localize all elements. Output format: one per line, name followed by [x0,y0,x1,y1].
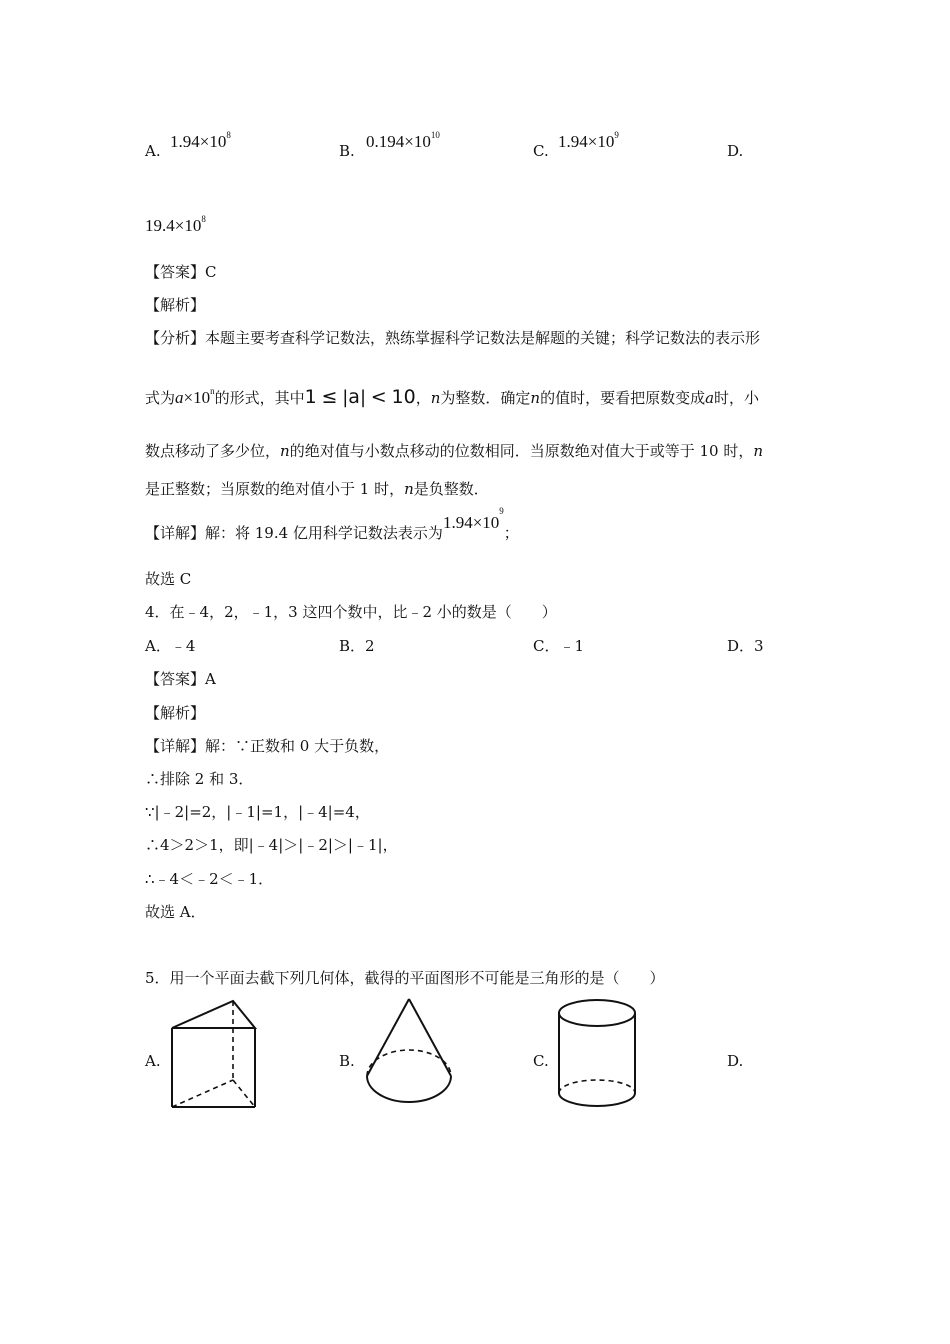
q4-detail: 【详解】解：∵正数和 0 大于负数， [145,737,390,755]
triangular-prism-figure [165,995,265,1113]
q4-answer: 【答案】A [145,670,216,688]
q3-analysis-p4: 是正整数；当原数的绝对值小于 1 时，n是负整数． [145,480,489,498]
q3-option-d-value: $19.4\times 10^8$ [145,214,206,235]
cone-figure [360,995,460,1107]
q4-option-b: B．2 [339,637,375,655]
q3-answer: 【答案】C [145,263,217,281]
q4-option-d: D．3 [727,637,764,655]
q5-option-b-label: B. [339,1052,355,1070]
q5-option-c-label: C. [533,1052,549,1070]
q3-option-b-value: $0.194\times 10^{10}$ [366,130,440,151]
q3-analysis-p3: 数点移动了多少位，n的绝对值与小数点移动的位数相同．当原数绝对值大于或等于 10 时，n [145,442,763,460]
q3-option-a-value: $1.94\times 10^8$ [170,130,231,151]
q3-analysis-p1: 【分析】本题主要考查科学记数法，熟练掌握科学记数法是解题的关键；科学记数法的表示形 [145,329,761,347]
q5-option-a-label: A. [145,1052,161,1070]
q5-option-d-label: D. [727,1052,744,1070]
q3-option-b-label: B. [339,142,355,160]
q3-option-a-label: A. [145,142,161,160]
cylinder-figure [555,995,640,1111]
q3-analysis-heading: 【解析】 [145,296,206,314]
q3-option-c-value: $1.94\times 10^9$ [558,130,619,151]
q4-stem: 4．在﹣4，2，﹣1，3 这四个数中，比﹣2 小的数是（ ） [145,603,557,621]
q4-option-a: A．﹣4 [145,637,196,655]
q3-analysis-p2: 式为$a\times 10^n$的形式，其中1 ≤ |a| < 10，n为整数．确定n的值时，要看把原数变成a时，小 [145,386,760,408]
q4-step-3: ∴4＞2＞1，即|﹣4|＞|﹣2|＞|﹣1|， [145,836,398,854]
q4-step-4: ∴﹣4＜﹣2＜﹣1． [145,870,274,888]
q4-option-c: C．﹣1 [533,637,585,655]
q5-stem: 5．用一个平面去截下列几何体，截得的平面图形不可能是三角形的是（ ） [145,969,665,987]
q3-option-c-label: C. [533,142,549,160]
q4-choose: 故选 A． [145,903,206,921]
q4-step-1: ∴排除 2 和 3． [145,770,254,788]
q3-option-d-label: D. [727,142,744,160]
q4-analysis-heading: 【解析】 [145,704,206,722]
q3-detail: 【详解】解：将 19.4 亿用科学记数法表示为$1.94\times 10^9$； [145,506,519,542]
q4-step-2: ∵|﹣2|=2，|﹣1|=1，|﹣4|=4， [145,803,370,821]
q3-choose: 故选 C [145,570,192,588]
